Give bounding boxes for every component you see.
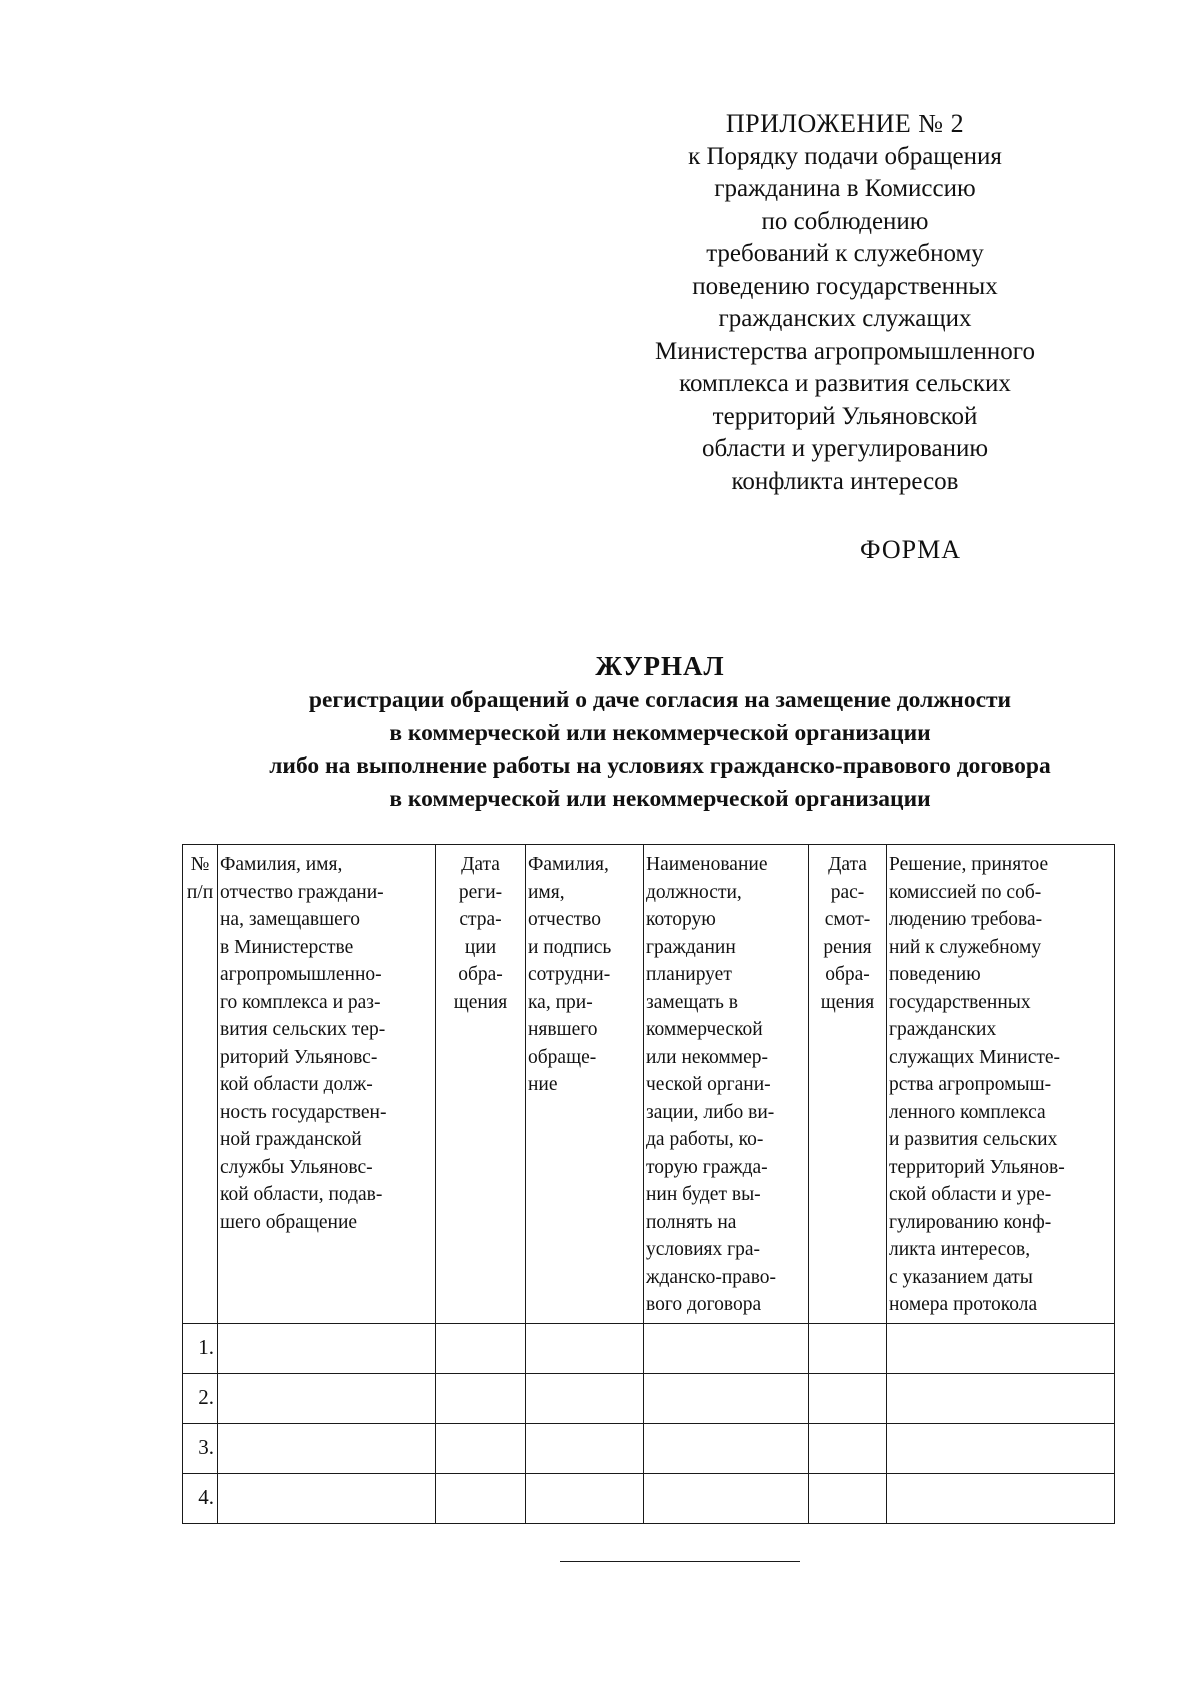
table-cell — [644, 1473, 809, 1523]
appendix-line: конфликта интересов — [731, 467, 959, 495]
row-number: 1. — [183, 1323, 218, 1373]
appendix-line: территорий Ульяновской — [712, 402, 978, 430]
table-cell — [218, 1323, 436, 1373]
appendix-line: к Порядку подачи обращения — [688, 142, 1002, 170]
table-row — [183, 1423, 1115, 1473]
appendix-line: требований к служебному — [706, 240, 984, 267]
header-review-date: Дата рас- смот- рения обра- щения — [809, 845, 887, 1324]
table-cell — [526, 1323, 644, 1373]
table-row — [183, 1473, 1115, 1523]
footnote-divider — [560, 1561, 800, 1562]
appendix-line: комплекса и развития сельских — [679, 370, 1011, 397]
header-position-name: Наименование должности, которую гражданин планирует замещать в коммерческой или некоммер- ческой органи- зации, либо ви- да работы, ко- торую гражда- нин будет вы- полнять на условиях гра- жданско-право- вого договора — [644, 845, 809, 1324]
table-header-row — [183, 845, 1115, 1324]
table-cell — [887, 1323, 1115, 1373]
table-cell — [218, 1423, 436, 1473]
table-cell — [887, 1373, 1115, 1423]
header-commission-decision: Решение, принятое комиссией по соб- людению требова- ний к служебному поведению государственных гражданских служащих Министе- рства агропромыш- ленного комплекса и развития сельских территорий Ульянов- ской области и уре- гулированию конф- ликта интересов, с указанием даты номера протокола — [887, 845, 1115, 1324]
table-cell — [644, 1423, 809, 1473]
header-applicant-name: Фамилия, имя, отчество граждани- на, замещавшего в Министерстве агропромышленно- го комплекса и раз- вития сельских тер- риторий Ульяновс- кой области долж- ность государствен- ной гражданской службы Ульяновс- кой области, подав- шего обращение — [218, 845, 436, 1324]
header-number: № п/п — [183, 845, 218, 1324]
table-cell — [644, 1373, 809, 1423]
journal-title: ЖУРНАЛ — [595, 651, 725, 681]
appendix-line: Министерства агропромышленного — [655, 337, 1035, 365]
table-cell — [809, 1323, 887, 1373]
table-cell — [436, 1373, 526, 1423]
row-number: 3. — [183, 1423, 218, 1473]
appendix-line: области и урегулированию — [701, 435, 989, 462]
table-row — [183, 1373, 1115, 1423]
appendix-line: гражданских служащих — [718, 305, 972, 332]
table-cell — [436, 1423, 526, 1473]
appendix-line: поведению государственных — [692, 272, 998, 300]
appendix-heading — [640, 108, 1050, 498]
appendix-line: гражданина в Комиссию — [714, 175, 976, 202]
header-registration-date: Дата реги- стра- ции обра- щения — [436, 845, 526, 1324]
table-cell — [809, 1423, 887, 1473]
table-cell — [436, 1473, 526, 1523]
appendix-title: ПРИЛОЖЕНИЕ № 2 — [725, 109, 965, 138]
table-row — [183, 1323, 1115, 1373]
table-cell — [526, 1473, 644, 1523]
appendix-line: по соблюдению — [761, 207, 929, 235]
registration-journal-table — [182, 844, 1115, 1524]
form-label: ФОРМА — [860, 535, 961, 564]
journal-subtitle-line: либо на выполнение работы на условиях гражданско-правового договора — [269, 753, 1051, 779]
table-cell — [887, 1423, 1115, 1473]
table-cell — [809, 1373, 887, 1423]
journal-heading — [180, 648, 1140, 816]
table-cell — [218, 1373, 436, 1423]
table-cell — [526, 1423, 644, 1473]
table-cell — [436, 1323, 526, 1373]
table-cell — [809, 1473, 887, 1523]
table-cell — [218, 1473, 436, 1523]
table-cell — [887, 1473, 1115, 1523]
row-number: 2. — [183, 1373, 218, 1423]
journal-subtitle-line: в коммерческой или некоммерческой организации — [389, 786, 931, 812]
row-number: 4. — [183, 1473, 218, 1523]
journal-subtitle-line: регистрации обращений о даче согласия на замещение должности — [308, 687, 1012, 713]
table-cell — [644, 1323, 809, 1373]
journal-subtitle-line: в коммерческой или некоммерческой организации — [389, 720, 931, 746]
table-cell — [526, 1373, 644, 1423]
header-receiving-employee: Фамилия, имя, отчество и подпись сотрудни- ка, при- нявшего обраще- ние — [526, 845, 644, 1324]
